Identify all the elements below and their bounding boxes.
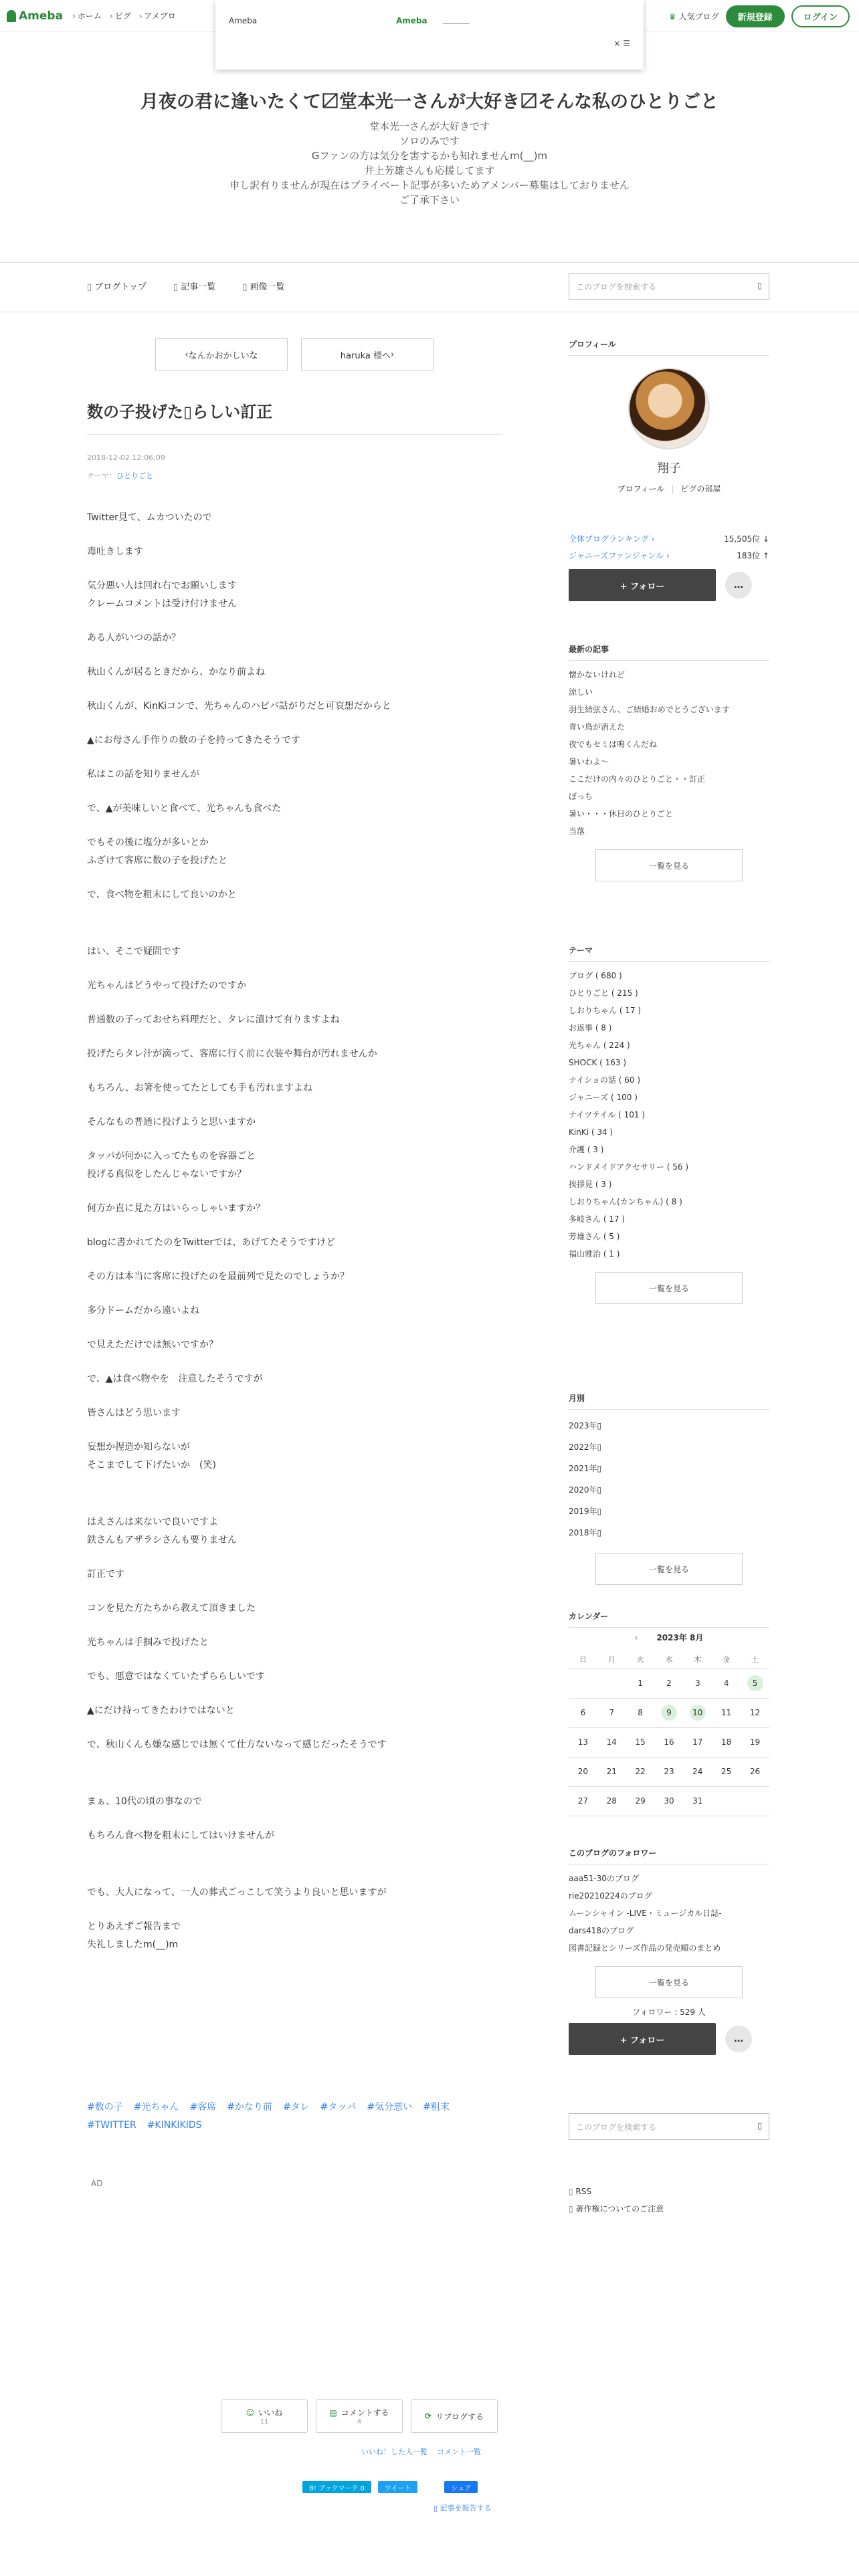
theme-link[interactable]: しおりちゃん(カンちゃん) ( 8 )	[569, 1197, 682, 1206]
entry-theme: テーマ：ひとりごと	[87, 471, 153, 480]
month-link[interactable]: 2019年▯	[569, 1507, 602, 1516]
calendar-cell	[741, 1757, 769, 1786]
followers-heading: このブログのフォロワー	[569, 1847, 769, 1864]
calendar-day: 17	[692, 1737, 703, 1747]
entry-paragraph: 多分ドームだから遠いよね	[87, 1305, 199, 1316]
theme-link[interactable]: しおりちゃん ( 17 )	[569, 1006, 642, 1015]
entry-paragraph: blogに書かれてたのをTwitterでは、あげてたそうですけど	[87, 1237, 336, 1248]
theme-link[interactable]: ブログ ( 680 )	[569, 971, 622, 980]
follower-blog-link[interactable]: rie20210224のブログ	[569, 1891, 652, 1901]
sidebar-search	[569, 2113, 769, 2140]
entry-paragraph: で、▲は食べ物やを 注意したそうですが	[87, 1374, 263, 1384]
nav-ameblo[interactable]: › アメブロ	[139, 10, 176, 21]
popup-link[interactable]: Ameba	[396, 16, 427, 25]
theme-link[interactable]: KinKi ( 34 )	[569, 1128, 613, 1137]
profile-name[interactable]: 翔子	[657, 461, 681, 475]
theme-link[interactable]: ひとりごと ( 215 )	[569, 988, 638, 998]
theme-link[interactable]: 多岐さん ( 17 )	[569, 1214, 626, 1224]
ad-label: AD	[91, 2179, 103, 2188]
entry-paragraph: その方は本当に客席に投げたのを最前列で見たのでしょうか？	[87, 1271, 349, 1282]
calendar-day: 26	[749, 1767, 761, 1776]
entry-paragraph: まぁ、10代の頃の事なので	[87, 1796, 202, 1807]
entry-date: 2018-12-02 12:06:09	[87, 453, 165, 462]
theme-link[interactable]: ジャニーズ ( 100 )	[569, 1093, 638, 1102]
calendar-cell	[712, 1786, 741, 1816]
entry-actions	[221, 2399, 498, 2433]
calendar-day: 6	[580, 1708, 586, 1717]
monthly-heading: 月別	[569, 1392, 769, 1410]
calendar-cell	[626, 1786, 655, 1816]
calendar-cell	[683, 1669, 712, 1698]
entry-paragraph: 秋山くんが、KinKiコンで、光ちゃんのハピバ話がりだと可哀想だからと	[87, 701, 391, 712]
facebook-share-button[interactable]: シェア	[444, 2481, 478, 2493]
profile-section	[569, 338, 769, 601]
calendar-day: 8	[638, 1708, 643, 1717]
calendar-cell	[655, 1698, 684, 1727]
entry-paragraph: でも、悪意ではなくていたずららしいです	[87, 1671, 265, 1682]
monthly-section	[569, 1392, 769, 1585]
rss-link[interactable]: ▯ RSS	[569, 2187, 591, 2196]
recent-entry-link[interactable]: 夜でもセミは鳴くんだね	[569, 740, 658, 749]
calendar-cell	[683, 1727, 712, 1757]
theme-link[interactable]: 芳雄さん ( 5 )	[569, 1232, 620, 1241]
entry-paragraph: 秋山くんが居るときだから、かなり前よね	[87, 667, 265, 677]
reblog-button[interactable]: ⟳ リブログする	[411, 2399, 498, 2433]
copyright-notice-link[interactable]: ▯ 著作権についてのご注意	[569, 2204, 664, 2214]
like-button[interactable]: ☺ いいね 11	[221, 2399, 308, 2433]
ranking-row	[569, 550, 769, 561]
theme-link[interactable]: 介護 ( 3 )	[569, 1145, 604, 1154]
calendar-day[interactable]: 9	[661, 1705, 677, 1721]
hashtag-link[interactable]: #客席	[189, 2102, 217, 2113]
theme-link[interactable]: 挨拶見 ( 3 )	[569, 1180, 612, 1189]
entry-paragraph: 光ちゃんはどうやって投げたのですか	[87, 980, 246, 991]
profile-link[interactable]: プロフィール	[617, 484, 665, 494]
calendar-day: 11	[721, 1708, 732, 1717]
blog-subnav	[87, 280, 285, 292]
entry-paragraph: 訂正です	[87, 1569, 124, 1580]
subnav-blog-top[interactable]: ▯ ブログトップ	[87, 280, 147, 292]
entry-paragraph: はい、そこで疑問です	[87, 946, 181, 957]
month-link[interactable]: 2023年▯	[569, 1421, 602, 1430]
month-link[interactable]: 2022年▯	[569, 1442, 602, 1452]
calendar-cell	[626, 1757, 655, 1786]
calendar-day: 14	[606, 1737, 617, 1747]
recent-entry-link[interactable]: ここだけの内々のひとりごと・・訂正	[569, 774, 706, 784]
hashtag-link[interactable]: #気分悪い	[367, 2102, 413, 2113]
entry-paragraph: で、食べ物を粗末にして良いのかと	[87, 889, 237, 900]
calendar-day: 3	[694, 1679, 700, 1688]
recent-all-button[interactable]: 一覧を見る	[595, 849, 743, 881]
calendar-day: 21	[606, 1767, 617, 1776]
calendar-cell	[626, 1669, 655, 1698]
entry-paragraph: はえさんは来ないで良いですよ 鉄さんもアザラシさんも要りません	[87, 1517, 237, 1545]
calendar-cell	[741, 1698, 769, 1727]
blog-description	[0, 119, 859, 207]
comment-button[interactable]: ▤ コメントする 4	[316, 2399, 403, 2433]
follow-row	[569, 569, 769, 601]
entry-paragraph: ▲にだけ持ってきたわけではないと	[87, 1705, 235, 1716]
hashtag-link[interactable]: #光ちゃん	[133, 2102, 179, 2113]
entry-title[interactable]: 数の子投げた▯らしい訂正	[87, 399, 502, 435]
entry-paragraph: 皆さんはどう思います	[87, 1408, 181, 1418]
calendar-cell	[626, 1727, 655, 1757]
entry-paragraph: でもその後に塩分が多いとか ふざけて客席に数の子を投げたと	[87, 837, 227, 866]
recent-entry-link[interactable]: 羽生結弦さん、ご結婚おめでとうございます	[569, 705, 730, 714]
calendar-day: 2	[666, 1679, 672, 1688]
blog-search-input[interactable]: このブログを検索する ▯	[569, 273, 769, 300]
profile-heading: プロフィール	[569, 338, 769, 356]
entry-paragraph: ある人がいつの話か？	[87, 633, 181, 643]
calendar-prev-button[interactable]: ‹	[634, 1633, 638, 1642]
themes-section	[569, 944, 769, 1304]
calendar-cell	[741, 1786, 769, 1816]
blog-description-line: Gファンの方は気分を害するかも知れませんm(__)m	[311, 150, 548, 162]
hashtag-link[interactable]: #粗末	[423, 2102, 450, 2113]
hatena-bookmark-button[interactable]: B! ブックマーク 0	[302, 2481, 371, 2493]
more-button[interactable]: …	[725, 572, 752, 599]
entry-paragraph: もちろん食べ物を粗末にしてはいけませんが	[87, 1830, 274, 1841]
entry-paragraph: で見えただけでは無いですか？	[87, 1339, 218, 1350]
calendar-day: 29	[635, 1796, 646, 1806]
action-links	[361, 2446, 481, 2457]
popular-blog-link[interactable]: ♛ 人気ブログ	[668, 11, 719, 21]
calendar-day: 16	[664, 1737, 674, 1747]
recent-entry-link[interactable]: 暑い・・・休日のひとりごと	[569, 809, 674, 819]
recent-heading: 最新の記事	[569, 643, 769, 661]
sidebar-footer-links	[569, 2183, 769, 2218]
follow-button[interactable]: + フォロー	[569, 569, 716, 601]
followers-all-button[interactable]: 一覧を見る	[595, 1966, 743, 1998]
calendar-cell	[569, 1757, 597, 1786]
month-link[interactable]: 2018年▯	[569, 1528, 602, 1537]
calendar-day: 25	[721, 1767, 732, 1776]
theme-link[interactable]: ハンドメイドアクセサリー ( 56 )	[569, 1162, 688, 1172]
monthly-all-button[interactable]: 一覧を見る	[595, 1553, 743, 1585]
themes-all-button[interactable]: 一覧を見る	[595, 1272, 743, 1304]
recent-entry-link[interactable]: 青い鳥が消えた	[569, 722, 626, 732]
sidebar-search-input[interactable]: このブログを検索する ▯	[569, 2113, 769, 2140]
entry-paragraph: 普通数の子っておせち料理だと、タレに漬けて有りますよね	[87, 1014, 340, 1025]
calendar-cell	[597, 1757, 626, 1786]
entry-paragraph: ▲にお母さん手作りの数の子を持ってきたそうです	[87, 735, 300, 746]
followers-section	[569, 1847, 769, 2055]
calendar-weekday: 木	[683, 1650, 712, 1669]
next-entry-link[interactable]: haruka 様へ ›	[301, 338, 434, 370]
entry-paragraph: とりあえずご報告まで 失礼しましたm(__)m	[87, 1921, 181, 1950]
calendar-weekday: 火	[626, 1650, 655, 1669]
comment-list-link[interactable]: コメント一覧	[437, 2448, 481, 2456]
genre-ranking-link[interactable]: ジャニーズファンジャンル ›	[569, 551, 670, 560]
follower-blog-link[interactable]: 図書記録とシリーズ作品の発売順のまとめ	[569, 1943, 721, 1953]
calendar-cell	[712, 1669, 741, 1698]
blog-description-line: ソロのみです	[399, 135, 460, 147]
calendar-cell	[712, 1698, 741, 1727]
calendar-cell	[683, 1757, 712, 1786]
calendar-day: 22	[635, 1767, 646, 1776]
entry-paragraph: 投げたらタレ汁が滴って、客席に行く前に衣装や舞台が汚れませんか	[87, 1049, 377, 1059]
calendar-day: 31	[692, 1796, 703, 1806]
calendar-heading: カレンダー	[569, 1610, 769, 1628]
follower-blog-link[interactable]: aaa51-30のブログ	[569, 1874, 639, 1883]
pigg-room-link[interactable]: | ピグの部屋	[664, 484, 721, 494]
entry-paragraph: で、▲が美味しいと食べて、光ちゃんも食べた	[87, 803, 282, 814]
themes-list	[569, 967, 769, 1263]
follower-count: フォロワー : 529 人	[632, 2008, 706, 2017]
followers-list	[569, 1870, 769, 1957]
comment-icon: ▤	[329, 2407, 337, 2418]
ameba-logo[interactable]: Ameba	[7, 9, 63, 23]
blog-title[interactable]: 月夜の君に逢いたくて〼堂本光一さんが大好き〼そんな私のひとりごと	[140, 92, 719, 112]
calendar-day[interactable]: 5	[747, 1675, 763, 1691]
smile-icon: ☺	[246, 2407, 255, 2418]
follow-button-bottom[interactable]: + フォロー	[569, 2023, 716, 2055]
calendar-day: 19	[749, 1737, 761, 1747]
calendar-cell	[712, 1727, 741, 1757]
calendar-cell	[655, 1757, 684, 1786]
ameba-logo-icon	[7, 10, 16, 22]
subnav-entry-list[interactable]: ▯ 記事一覧	[173, 280, 215, 292]
register-button[interactable]: 新規登録	[726, 5, 785, 27]
calendar-day: 18	[721, 1737, 732, 1747]
calendar-day: 30	[664, 1796, 674, 1806]
calendar-day: 12	[749, 1708, 761, 1717]
calendar-cell	[569, 1669, 597, 1698]
overall-ranking-link[interactable]: 全体ブログランキング ›	[569, 534, 655, 544]
header-popup	[215, 0, 644, 70]
calendar-weekday: 金	[712, 1650, 741, 1669]
overall-ranking-value: 15,505位 ↓	[724, 534, 769, 544]
hashtag-link[interactable]: #タッパ	[320, 2102, 357, 2113]
theme-link[interactable]: ナイショの話 ( 60 )	[569, 1075, 640, 1085]
calendar-cell	[569, 1727, 597, 1757]
blog-description-line: 申し訳有りませんが現在はプライベート記事が多いためアメンバー募集はしておりません	[229, 179, 630, 191]
share-buttons	[302, 2481, 478, 2493]
entry-paragraph: 私はこの話を知りませんが	[87, 769, 199, 780]
entry-paragraph: コンを見た方たちから教えて頂きました	[87, 1603, 256, 1614]
theme-link[interactable]: 福山雅治 ( 1 )	[569, 1249, 620, 1259]
nav-pigg[interactable]: › ピグ	[110, 10, 131, 21]
entry-paragraph: タッパが何かに入ってたものを容器ごと 投げる真似をしたんじゃないですか？	[87, 1151, 256, 1180]
follower-blog-link[interactable]: dars418のブログ	[569, 1926, 634, 1935]
calendar-cell	[569, 1698, 597, 1727]
follow-row	[569, 2023, 769, 2055]
entry-paragraph: 気分悪い人は回れ右でお願いします クレームコメントは受け付けません	[87, 580, 237, 609]
calendar-section	[569, 1610, 769, 1816]
popup-label: Ameba	[229, 16, 258, 25]
blog-description-line: ご了承下さい	[399, 194, 460, 206]
entry-paragraph: で、秋山くんも嫌な感じでは無くて仕方ないなって感じだったそうです	[87, 1739, 387, 1750]
entry-paragraph: Twitter見て、ムカついたので	[87, 512, 212, 523]
calendar-day: 20	[577, 1767, 589, 1776]
hashtag-link[interactable]: #KINKIKIDS	[147, 2120, 202, 2131]
recent-entry-link[interactable]: 暑いわよ〜	[569, 757, 609, 766]
month-link[interactable]: 2020年▯	[569, 1485, 602, 1495]
calendar-cell	[597, 1669, 626, 1698]
calendar-cell	[741, 1669, 769, 1698]
entry-paragraph: でも、大人になって、一人の葬式ごっこして笑うより良いと思いますが	[87, 1887, 387, 1898]
calendar-cell	[683, 1786, 712, 1816]
recent-entries-section	[569, 643, 769, 881]
calendar-weekday: 水	[655, 1650, 684, 1669]
entry-main	[87, 338, 502, 1970]
theme-link[interactable]: ナイツテイル ( 101 )	[569, 1110, 646, 1119]
hashtag-link[interactable]: #数の子	[87, 2102, 123, 2113]
hashtag-link[interactable]: #かなり前	[227, 2102, 272, 2113]
recent-entry-link[interactable]: 懐かないけれど	[569, 670, 626, 679]
calendar-cell	[683, 1698, 712, 1727]
calendar-month: ‹ 2023年 8月	[634, 1633, 704, 1642]
calendar-table	[569, 1650, 769, 1816]
recent-entry-link[interactable]: 当落	[569, 827, 585, 836]
prev-entry-link[interactable]: ‹ なんかおかしいな	[155, 338, 288, 370]
theme-link[interactable]: お返事 ( 8 )	[569, 1023, 612, 1033]
calendar-cell	[741, 1727, 769, 1757]
calendar-day: 4	[723, 1679, 729, 1688]
header-actions	[669, 5, 850, 27]
blog-description-line: 井上芳雄さんも応援してます	[364, 165, 495, 177]
calendar-day: 1	[638, 1679, 643, 1688]
hashtag-list	[87, 2100, 502, 2131]
avatar[interactable]	[628, 368, 710, 449]
calendar-cell	[626, 1698, 655, 1727]
subnav-image-list[interactable]: ▯ 画像一覧	[242, 280, 284, 292]
entry-paragraph: 妄想か捏造か知らないが そこまでして下げたいか (笑)	[87, 1442, 216, 1471]
nav-home[interactable]: › ホーム	[72, 10, 102, 21]
report-entry-link[interactable]: ▯ 記事を報告する	[434, 2502, 492, 2513]
blog-description-line: 堂本光一さんが大好きです	[369, 120, 490, 132]
calendar-cell	[655, 1669, 684, 1698]
tweet-button[interactable]: ツイート	[378, 2481, 418, 2493]
like-list-link[interactable]: いいね！した人一覧	[361, 2448, 427, 2456]
calendar-day: 15	[635, 1737, 646, 1747]
entry-theme-link[interactable]: ひとりごと	[116, 471, 153, 480]
recent-entry-link[interactable]: 涼しい	[569, 687, 593, 697]
genre-ranking-value: 183位 ↑	[737, 551, 769, 560]
calendar-day: 7	[609, 1708, 615, 1717]
entry-paragraph: 毒吐きします	[87, 546, 143, 557]
global-nav	[72, 10, 176, 21]
monthly-list	[569, 1415, 769, 1543]
entry-paragraph: 何方か直に見た方はいらっしゃいますか？	[87, 1203, 265, 1214]
comment-count: 4	[357, 2418, 362, 2426]
login-button[interactable]: ログイン	[791, 5, 850, 27]
theme-link[interactable]: 光ちゃん ( 224 )	[569, 1041, 630, 1050]
calendar-cell	[597, 1727, 626, 1757]
like-count: 11	[260, 2418, 269, 2426]
ranking-row	[569, 533, 769, 544]
calendar-cell	[655, 1786, 684, 1816]
calendar-weekday: 日	[569, 1650, 597, 1669]
calendar-cell	[569, 1786, 597, 1816]
calendar-cell	[655, 1727, 684, 1757]
popup-close-button[interactable]: × ☰	[613, 39, 630, 48]
calendar-weekday: 土	[741, 1650, 769, 1669]
crown-icon: ♛	[668, 11, 676, 21]
profile-links	[569, 483, 769, 494]
theme-link[interactable]: SHOCK ( 163 )	[569, 1058, 627, 1067]
calendar-day[interactable]: 10	[690, 1705, 706, 1721]
calendar-day: 24	[692, 1767, 703, 1776]
entry-paragraph: そんなもの普通に投げようと思いますか	[87, 1117, 256, 1128]
calendar-day: 23	[664, 1767, 674, 1776]
calendar-day: 13	[577, 1737, 589, 1747]
recent-entries-list	[569, 666, 769, 840]
reblog-icon: ⟳	[424, 2411, 432, 2421]
recent-entry-link[interactable]: ぼっち	[569, 792, 593, 801]
follower-blog-link[interactable]: ムーンシャイン -LIVE・ミュージカル日誌-	[569, 1909, 722, 1918]
hashtag-link[interactable]: #タレ	[282, 2102, 310, 2113]
divider	[0, 262, 859, 263]
calendar-day: 28	[606, 1796, 617, 1806]
entry-body	[87, 509, 502, 1954]
calendar-weekday: 月	[597, 1650, 626, 1669]
more-button-bottom[interactable]: …	[725, 2026, 752, 2052]
calendar-day: 27	[577, 1796, 589, 1806]
calendar-cell	[712, 1757, 741, 1786]
popup-underline	[443, 16, 470, 24]
entry-paragraph: 光ちゃんは手掴みで投げたと	[87, 1637, 209, 1648]
calendar-cell	[597, 1786, 626, 1816]
entry-pager	[87, 338, 502, 370]
themes-heading: テーマ	[569, 944, 769, 962]
calendar-cell	[597, 1698, 626, 1727]
month-link[interactable]: 2021年▯	[569, 1464, 602, 1473]
entry-paragraph: もちろん、お箸を使ってたとしても手も汚れますよね	[87, 1083, 312, 1093]
hashtag-link[interactable]: #TWITTER	[87, 2120, 136, 2131]
